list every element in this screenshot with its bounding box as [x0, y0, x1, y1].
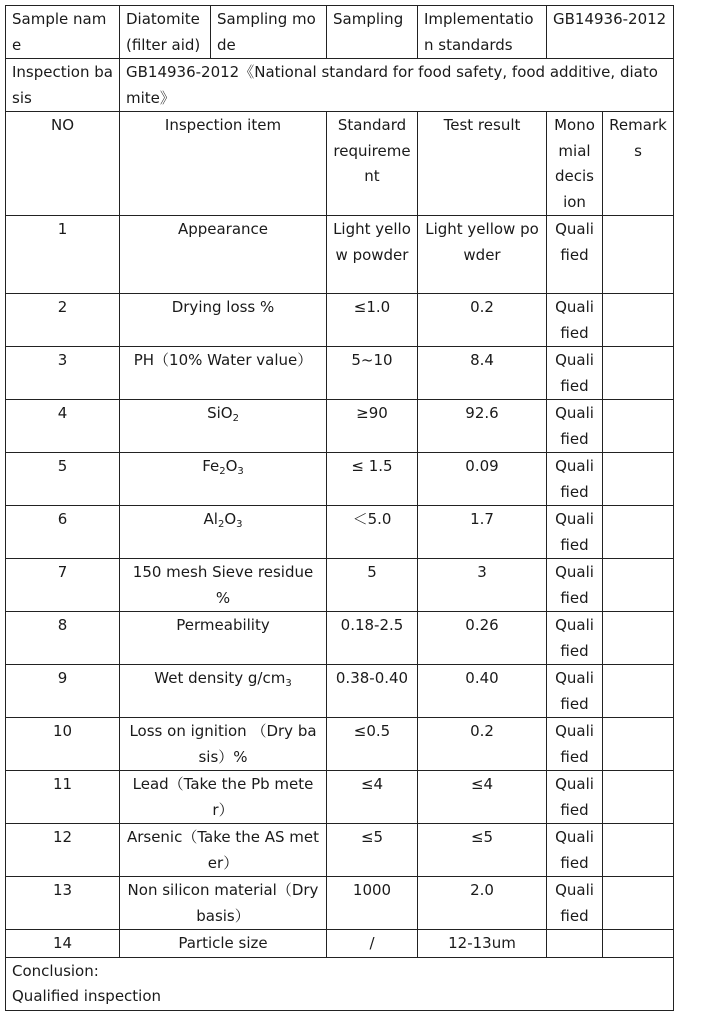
row-no: 8 — [6, 612, 120, 665]
col-result-header: Test result — [418, 112, 547, 216]
row-remarks — [603, 824, 674, 877]
table-row — [6, 347, 674, 400]
row-standard: ≤0.5 — [327, 718, 418, 771]
row-result: ≤4 — [418, 771, 547, 824]
item-formula-subscript-2: 3 — [237, 466, 244, 477]
table-row — [6, 294, 674, 347]
row-standard: 1000 — [327, 877, 418, 930]
row-no: 12 — [6, 824, 120, 877]
row-decision: Qualified — [547, 665, 603, 718]
inspection-basis-value: GB14936-2012《National standard for food safety, food additive, diatomite》 — [120, 59, 674, 112]
conclusion-label: Conclusion: — [12, 961, 99, 980]
table-row — [6, 216, 674, 294]
row-standard: ≤1.0 — [327, 294, 418, 347]
row-result: 0.2 — [418, 718, 547, 771]
row-result: ≤5 — [418, 824, 547, 877]
row-result: 0.2 — [418, 294, 547, 347]
item-formula-subscript: 3 — [285, 678, 292, 689]
row-remarks — [603, 347, 674, 400]
item-formula-subscript-2: 3 — [236, 519, 243, 530]
row-result: 2.0 — [418, 877, 547, 930]
row-remarks — [603, 294, 674, 347]
row-no: 2 — [6, 294, 120, 347]
row-result: 92.6 — [418, 400, 547, 453]
row-item: Loss on ignition （Dry basis）% — [120, 718, 327, 771]
row-remarks — [603, 877, 674, 930]
row-remarks — [603, 771, 674, 824]
row-item — [120, 506, 327, 559]
row-no: 11 — [6, 771, 120, 824]
row-item: Lead（Take the Pb meter） — [120, 771, 327, 824]
row-result: 8.4 — [418, 347, 547, 400]
row-standard: ＜5.0 — [327, 506, 418, 559]
row-remarks — [603, 612, 674, 665]
row-remarks — [603, 400, 674, 453]
row-decision: Qualified — [547, 453, 603, 506]
row-item: Appearance — [120, 216, 327, 294]
row-decision: Qualified — [547, 877, 603, 930]
item-formula-base: Wet density g/cm — [154, 669, 286, 687]
table-row — [6, 400, 674, 453]
col-standard-header: Standard requirement — [327, 112, 418, 216]
row-remarks — [603, 506, 674, 559]
row-standard: ≤4 — [327, 771, 418, 824]
table-row — [6, 665, 674, 718]
row-no: 9 — [6, 665, 120, 718]
row-standard: 0.38-0.40 — [327, 665, 418, 718]
row-item: 150 mesh Sieve residue % — [120, 559, 327, 612]
row-remarks — [603, 665, 674, 718]
row-no: 1 — [6, 216, 120, 294]
sampling-mode-label: Sampling mode — [211, 6, 327, 59]
row-decision: Qualified — [547, 824, 603, 877]
table-row — [6, 453, 674, 506]
row-no: 10 — [6, 718, 120, 771]
col-decision-header: Monomial decision — [547, 112, 603, 216]
inspection-report — [5, 5, 674, 1011]
row-decision: Qualified — [547, 294, 603, 347]
row-standard: 0.18-2.5 — [327, 612, 418, 665]
row-decision: Qualified — [547, 559, 603, 612]
row-remarks — [603, 453, 674, 506]
row-standard: / — [327, 930, 418, 958]
row-no: 13 — [6, 877, 120, 930]
conclusion-value: Qualified inspection — [12, 987, 162, 1005]
item-formula-base: SiO — [207, 404, 233, 422]
sample-name-value: Diatomite (filter aid) — [120, 6, 211, 59]
row-standard: ≤5 — [327, 824, 418, 877]
col-remarks-header: Remarks — [603, 112, 674, 216]
conclusion-cell — [6, 957, 674, 1010]
inspection-table — [5, 5, 674, 1011]
row-result: 0.40 — [418, 665, 547, 718]
row-no: 14 — [6, 930, 120, 958]
header-row-sample — [6, 6, 674, 59]
row-decision: Qualified — [547, 400, 603, 453]
item-formula-mid: O — [225, 457, 238, 475]
table-row — [6, 506, 674, 559]
row-standard: Light yellow powder — [327, 216, 418, 294]
row-no: 5 — [6, 453, 120, 506]
table-row — [6, 824, 674, 877]
row-item — [120, 400, 327, 453]
row-result: 12-13um — [418, 930, 547, 958]
row-no: 6 — [6, 506, 120, 559]
column-header-row — [6, 112, 674, 216]
row-standard: ≤ 1.5 — [327, 453, 418, 506]
row-item: Permeability — [120, 612, 327, 665]
row-result: 0.26 — [418, 612, 547, 665]
row-remarks — [603, 718, 674, 771]
row-standard: 5 — [327, 559, 418, 612]
sampling-mode-value: Sampling — [327, 6, 418, 59]
row-item — [120, 453, 327, 506]
row-result: Light yellow powder — [418, 216, 547, 294]
row-standard: ≥90 — [327, 400, 418, 453]
row-result: 1.7 — [418, 506, 547, 559]
implementation-standards-label: Implementation standards — [418, 6, 547, 59]
header-row-basis — [6, 59, 674, 112]
table-row — [6, 877, 674, 930]
row-decision: Qualified — [547, 718, 603, 771]
row-decision: Qualified — [547, 506, 603, 559]
row-decision: Qualified — [547, 771, 603, 824]
inspection-basis-label: Inspection basis — [6, 59, 120, 112]
row-result: 3 — [418, 559, 547, 612]
item-formula-base: Fe — [202, 457, 220, 475]
item-formula-subscript: 2 — [219, 466, 226, 477]
row-remarks — [603, 930, 674, 958]
row-decision: Qualified — [547, 347, 603, 400]
row-no: 4 — [6, 400, 120, 453]
sample-name-label: Sample name — [6, 6, 120, 59]
row-item: Arsenic（Take the AS meter） — [120, 824, 327, 877]
table-row — [6, 559, 674, 612]
row-decision: Qualified — [547, 612, 603, 665]
row-item: PH（10% Water value） — [120, 347, 327, 400]
row-remarks — [603, 216, 674, 294]
table-row — [6, 771, 674, 824]
table-row — [6, 930, 674, 958]
col-item-header: Inspection item — [120, 112, 327, 216]
row-item: Drying loss % — [120, 294, 327, 347]
row-item — [120, 665, 327, 718]
table-row — [6, 718, 674, 771]
item-formula-mid: O — [224, 510, 237, 528]
row-standard: 5~10 — [327, 347, 418, 400]
row-no: 3 — [6, 347, 120, 400]
col-no-header: NO — [6, 112, 120, 216]
row-result: 0.09 — [418, 453, 547, 506]
row-decision: Qualified — [547, 216, 603, 294]
row-no: 7 — [6, 559, 120, 612]
row-item: Particle size — [120, 930, 327, 958]
implementation-standards-value: GB14936-2012 — [547, 6, 674, 59]
conclusion-row — [6, 957, 674, 1010]
item-formula-subscript: 2 — [217, 519, 225, 530]
table-row — [6, 612, 674, 665]
item-formula-subscript: 2 — [232, 413, 239, 424]
row-remarks — [603, 559, 674, 612]
row-item: Non silicon material（Dry basis） — [120, 877, 327, 930]
item-formula-base: Al — [203, 510, 218, 528]
row-decision — [547, 930, 603, 958]
